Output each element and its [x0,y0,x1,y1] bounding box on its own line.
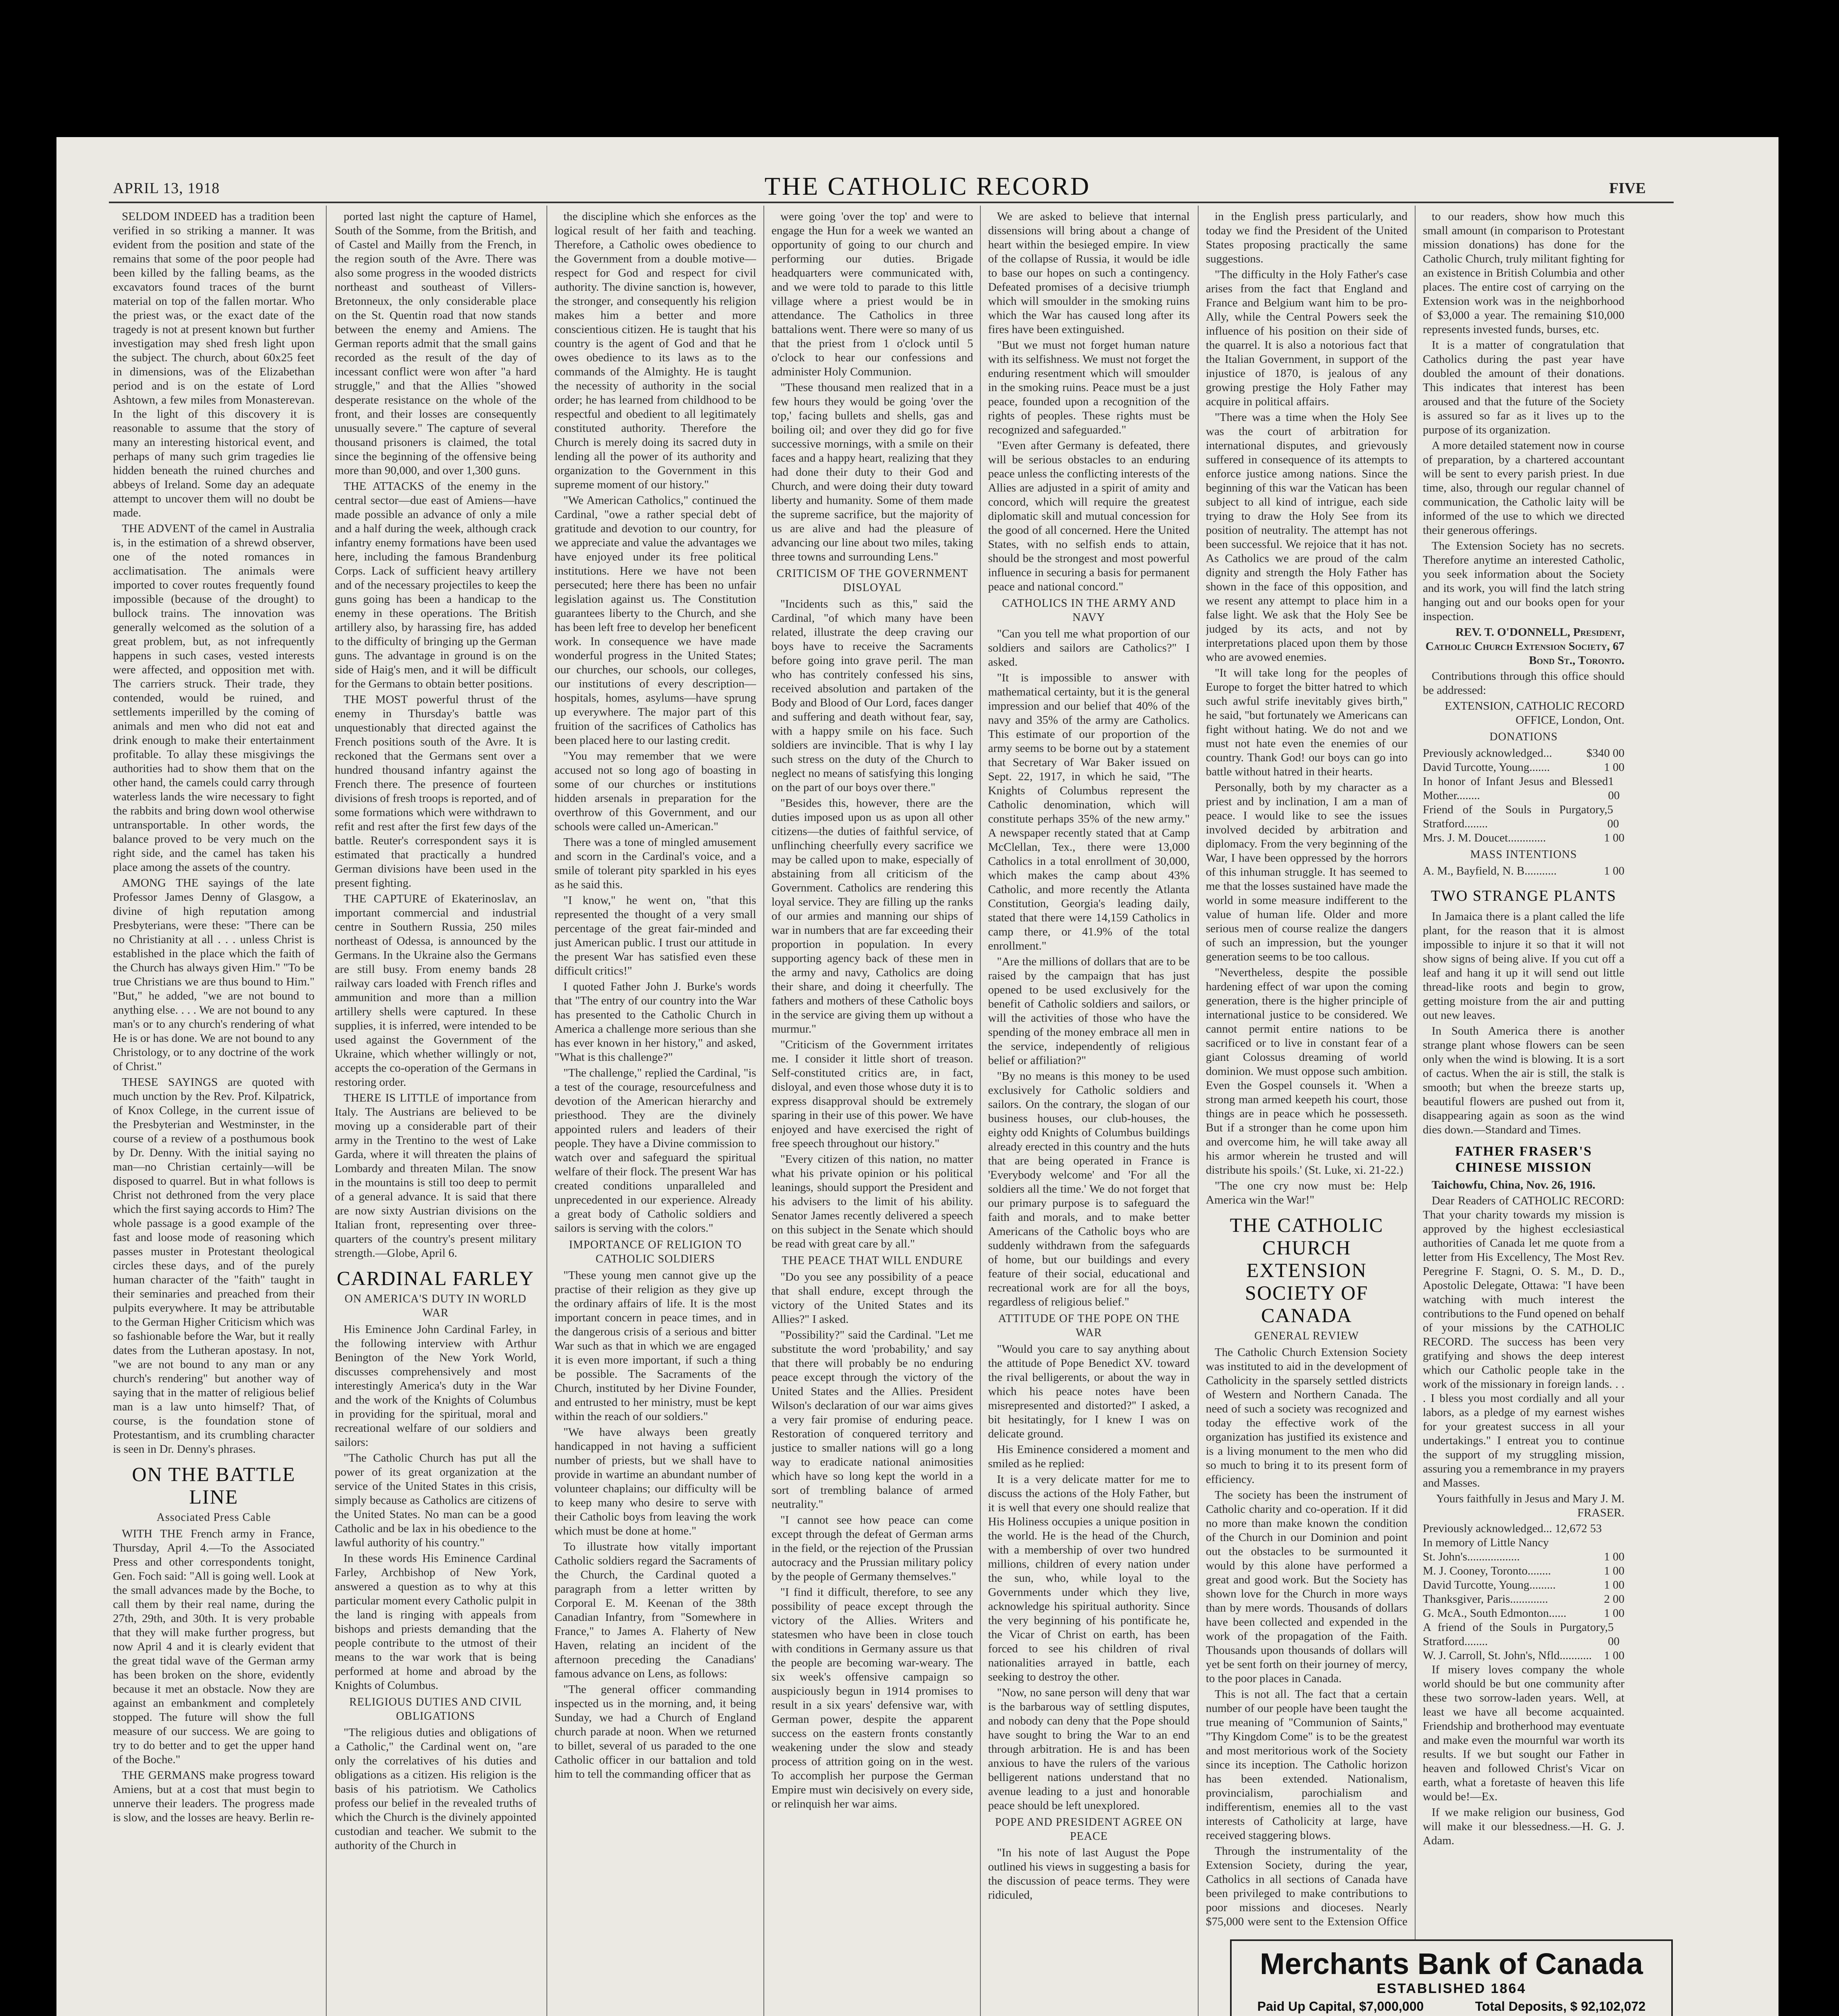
donation-row: Previously acknowledged... 12,672 53 [1423,1522,1602,1535]
donation-row: A. M., Bayfield, N. B........... 1 00 [1423,864,1624,877]
article-paragraph: were going 'over the top' and were to engage the Hun for a week we wanted an opportunity of going to our church and performing our duties. Brigade headquarters were communicated with, and we were told to parade to this little village where a priest would be in attendance. The Catholics in three battalions went. There were so many of us that the priest from 1 o'clock until 5 o'clock to hear our confessions and administer Holy Communion. [771,210,973,378]
article-paragraph: "The difficulty in the Holy Father's case arises from the fact that England and France and Belgium want him to be pro-Ally, while the Central Powers seek the influence of his position on their side of the quarrel. It is also a notorious fact that the Italian Government, in support of the injustice of 1870, is jealous of any growing prestige the Holy Father may acquire in political affairs. [1206,268,1407,408]
article-paragraph: THE GERMANS make progress toward Amiens, but at a cost that must begin to unnerve their leaders. The progress made is slow, and the losses are heavy. Berlin re- [113,1769,315,1824]
article-paragraph: in the English press particularly, and today we find the President of the United States proposing practically the same suggestions. [1206,210,1407,265]
article-paragraph: "It will take long for the peoples of Europe to forget the bitter hatred to which such awful strife inevitably gives birth," he said, "but fortunately we Americans can fight without hating. We do not and we must not hate even the enemies of our country. Thank God! our boys can go into battle without hatred in their hearts. [1206,666,1407,778]
article-paragraph: It is a very delicate matter for me to discuss the actions of the Holy Father, but it is well that every one should realize that His Holiness occupies a unique position in the world. He is the head of the Church, with a membership of over two hundred millions, children of every nation under the sun, who, while loyal to the Governments under which they live, acknowledge his spiritual authority. Since the very beginning of his pontificate he, the Vicar of Christ on earth, has been forced to see his children of rival nationalities arrayed in battle, each seeking to destroy the other. [988,1473,1190,1683]
article-paragraph: "Can you tell me what proportion of our soldiers and sailors are Catholics?" I asked. [988,627,1190,669]
article-paragraph: We are asked to believe that internal dissensions will bring about a change of heart within the besieged empire. In view of the collapse of Russia, it would be idle to base our hopes on such a contingency. Defeated promises of a decisive triumph which will smoulder in the smoking ruins which the War has caused long after its fires have been extinguished. [988,210,1190,336]
donation-row: St. John's.................. 1 00 [1423,1550,1624,1563]
article-paragraph: In Jamaica there is a plant called the life plant, for the reason that it is almost impossible to injure it so that it will not show signs of being alive. If you cut off a leaf and hang it up it will send out little thread-like roots and begin to grow, getting moisture from the air and putting out new leaves. [1423,910,1624,1022]
article-paragraph: A more detailed statement now in course of preparation, by a chartered accountant will be sent to every parish priest. In due time, also, through our regular channel of communication, the Catholic laity will be informed of the use to which we directed their generous offerings. [1423,439,1624,537]
donation-row: In memory of Little Nancy [1423,1536,1549,1549]
article-subhead: Associated Press Cable [156,1511,271,1524]
article-paragraph: "You may remember that we were accused not so long ago of boasting in some of our churches or institutions hidden arsenals in preparation for the overthrow of this Government, and our schools were called un-American." [555,750,756,833]
article-subhead: ON AMERICA'S DUTY IN WORLD WAR [344,1293,527,1319]
column-rule [1198,206,1199,2016]
donation-row: In honor of Infant Jesus and Blessed Mother........ 1 00 [1423,775,1620,802]
article-paragraph: SELDOM INDEED has a tradition been verified in so striking a manner. It was evident from the position and state of the remains that some of the poor people had been killed by the falling beams, as the excavators found traces of the burnt material on top of the fallen mortar. Who the priest was, or the exact date of the tragedy is not at present known but further investigation may shed fresh light upon the subject. The church, about 60x25 feet in dimensions, was of the Elizabethan period and is on the estate of Lord Ashtown, a few miles from Monasterevan. In the light of this discovery it is reasonable to assume that the story of many an interesting historical event, and perhaps of many such grim tragedies lie hidden beneath the ruined churches and abbeys of Ireland. Some day an adequate attempt to uncover them will no doubt be made. [113,210,315,519]
article-paragraph: AMONG THE sayings of the late Professor James Denny of Glasgow, a divine of high reputation among Presbyterians, were these: "There can be no Christianity at all . . . unless Christ is established in the place which the faith of the Church has always given Him." "To be true Christians we are thus bound to Him." "But," he added, "we are not bound to anything else. . . . We are not bound to any man's or to any church's rendering of what He is or has done. We are not bound to any Christology, or to any doctrine of the work of Christ." [113,877,315,1073]
article-paragraph: WITH THE French army in France, Thursday, April 4.—To the Associated Press and other correspondents tonight, Gen. Foch said: "All is going well. Look at the small advances made by the Boche, to call them by their real name, during the 27th, 29th, and 30th. It is very probable that they will make further progress, but now April 4 and it is clearly evident that the great tidal wave of the German army has been broken on the shore, evidently because it met an obstacle. Now they are against an embankment and completely stopped. The future will show the full measure of our success. We are going to try to do better and to get the upper hand of the Boche." [113,1527,315,1766]
article-headline: TWO STRANGE PLANTS [1430,887,1617,904]
article-paragraph: "Do you see any possibility of a peace that shall endure, except through the victory of the United States and its Allies?" I asked. [771,1270,973,1326]
article-paragraph: "The religious duties and obligations of a Catholic," the Cardinal went on, "are only the correlatives of his duties and obligations as a citizen. His religion is the basis of his patriotism. We Catholics profess our belief in the revealed truths of which the Church is the divinely appointed custodian and teacher. We submit to the authority of the Church in [335,1726,536,1852]
article-paragraph: THESE SAYINGS are quoted with much unction by the Rev. Prof. Kilpatrick, of Knox College, in the current issue of the Presbyterian and Westminster, in the course of a review of a posthumous book by Dr. Denny. With the initial saying no man—no Christian certainly—will be disposed to quarrel. But in what follows is Christ not dethroned from the very place which the first saying accords to Him? The whole passage is a good example of the fast and loose mode of reasoning which passes muster in Protestant theological circles these days, and of the purely human character of the "faith" taught in their seminaries and preached from their pulpits everywhere. It may be attributable to the German Higher Criticism which was so fashionable before the War, but it really dates from the Lutheran apostasy. In not, "we are not bound to any man or any church's rendering" but another way of saying that in the matter of religious belief man is a law unto himself? That, of course, is the foundation stone of Protestantism, and its crumbling character is seen in Dr. Denny's phrases. [113,1076,315,1456]
column-7 [1423,210,1624,1927]
donation-row: David Turcotte, Young....... 1 00 [1423,761,1624,774]
column-2 [335,210,536,2016]
column-1 [113,210,315,2016]
column-6 [1206,210,1407,1927]
donation-row: David Turcotte, Young......... 1 00 [1423,1579,1624,1591]
section-subhead: POPE AND PRESIDENT AGREE ON PEACE [995,1816,1183,1843]
article-paragraph: THE MOST powerful thrust of the enemy in Thursday's battle was unquestionably that directed against the French positions south of the Avre. It is reckoned that the Germans sent over a hundred thousand infantry against the French there. The presence of fourteen divisions of fresh troops is reported, and of some formations which were withdrawn to refit and rest after the first few days of the battle. Reuter's correspondent says it is estimated that practically a hundred German divisions have been used in the present fighting. [335,693,536,889]
masthead-title: THE CATHOLIC RECORD [764,172,1091,200]
section-subhead: IMPORTANCE OF RELIGION TO CATHOLIC SOLDIERS [569,1239,742,1265]
article-paragraph: His Eminence considered a moment and smiled as he replied: [988,1443,1190,1470]
article-paragraph: Contributions through this office should be addressed: [1423,670,1624,697]
article-headline: ON THE BATTLE LINE [132,1463,296,1508]
established-line: ESTABLISHED 1864 [1376,1981,1526,1996]
donation-row: W. J. Carroll, St. John's, Nfld........... 1 00 [1423,1649,1624,1662]
article-paragraph: "Nevertheless, despite the possible hardening effect of war upon the coming generation, there is the higher principle of international justice to be considered. We cannot permit entire nations to be sacrificed or to live in constant fear of a giant Colossus dreaming of world dominion. We must oppose such ambition. Even the Gospel counsels it. 'When a strong man armed keepeth his court, those things are in peace which he possesseth. But if a stronger than he come upon him and overcome him, he will take away all his armor wherein he trusted and will distribute his spoils.' (St. Luke, xi. 21-22.) [1206,966,1407,1177]
article-paragraph: "Are the millions of dollars that are to be raised by the campaign that has just opened to be used exclusively for the benefit of Catholic soldiers and sailors, or will the activities of those who have the spending of the money embrace all men in the service, independently of religious belief or affiliation?" [988,955,1190,1067]
article-paragraph: "We have always been greatly handicapped in not having a sufficient number of priests, but we shall have to provide in wartime an abundant number of volunteer chaplains; our difficulty will be to keep many who desire to serve with their Catholic boys from leaving the work which must be done at home." [555,1426,756,1537]
article-paragraph: "Would you care to say anything about the attitude of Pope Benedict XV. toward the rival belligerents, or about the way in which his peace notes have been misrepresented and distorted?" I asked, a bit hesitatingly, for I knew I was on delicate ground. [988,1343,1190,1440]
article-paragraph: the discipline which she enforces as the logical result of her faith and teaching. Therefore, a Catholic owes obedience to the Government from a double motive—respect for God and respect for civil authority. The divine sanction is, however, the stronger, and consequently his religion makes him a better and more conscientious citizen. He is taught that his country is the agent of God and that he owes obedience to its laws as to the commands of the Almighty. He is taught the necessity of authority in the social order; he has learned from childhood to be respectful and obedient to all legitimately constituted authority. Therefore the Church is merely doing its sacred duty in lending all the power of its authority and organization to the Government in this supreme moment of our history." [555,210,756,491]
article-paragraph: "Criticism of the Government irritates me. I consider it little short of treason. Self-constituted critics are, in fact, disloyal, and even those whose duty it is to express disapproval should be extremely sparing in their use of this power. We have enjoyed and have exercised the right of free speech throughout our history." [771,1038,973,1150]
article-paragraph: THERE IS LITTLE of importance from Italy. The Austrians are believed to be moving up a considerable part of their army in the Trentino to the west of Lake Garda, where it will threaten the plains of Lombardy and threaten Milan. The snow in the mountains is still too deep to permit of a general advance. It is said that there are now sixty Austrian divisions on the Italian front, representing over three-quarters of the country's present military strength.—Globe, April 6. [335,1091,536,1260]
article-headline: THE CATHOLIC CHURCH EXTENSION SOCIETY OF CANADA [1230,1214,1384,1327]
article-paragraph: "Even after Germany is defeated, there will be serious obstacles to an enduring peace unless the conflicting interests of the Allies are adjusted in a spirit of amity and concord, which will require the greatest diplomatic skill and mutual concession for the good of all concerned. Here the United States, with no selfish ends to attain, should be the strongest and most powerful influence in securing a basis for permanent peace and national concord." [988,439,1190,593]
article-paragraph: The Extension Society has no secrets. Therefore anytime an interested Catholic, you seek information about the Society and its work, you will find the latch string hanging out and our books open for your inspection. [1423,539,1624,623]
address: EXTENSION, CATHOLIC RECORD OFFICE, London, Ont. [1445,700,1624,727]
article-paragraph: "I cannot see how peace can come except through the defeat of German arms in the field, or the rejection of the Prussian autocracy and the Prussian military policy by the people of Germany themselves." [771,1514,973,1583]
article-paragraph: The society has been the instrument of Catholic charity and co-operation. If it did no more than make known the condition of the Church in our Dominion and point out the obstacles to be surmounted it would by this alone have performed a great and good work. But the Society has shown love for the Church in more ways than by mere words. Thousands of dollars have been collected and expended in the work of the propagation of the Faith. Thousands upon thousands of dollars will yet be sent forth on their journey of mercy, to the poor places in Canada. [1206,1489,1407,1685]
article-headline: CARDINAL FARLEY [337,1267,534,1289]
article-paragraph: If misery loves company the whole world should be but one community after these two sorrow-laden years. Well, at least we have all become acquainted. Friendship and brotherhood may eventuate and make even the mournful war worth its results. If we but sought our Father in heaven and followed Christ's Vicar on earth, what a foretaste of heaven this life would be!—Ex. [1423,1663,1624,1803]
column-rule [763,206,764,2016]
bank-name: Merchants Bank of Canada [1260,1947,1643,1981]
donation-row: Friend of the Souls in Purgatory, Stratford........ 5 00 [1423,803,1619,830]
article-paragraph: "The challenge," replied the Cardinal, "is a test of the courage, resourcefulness and devotion of the American hierarchy and priesthood. They are the divinely appointed rulers and leaders of their people. They have a Divine commission to watch over and safeguard the spiritual welfare of their flock. The present War has created conditions unparalleled and unprecedented in our experience. Already a great body of Catholic soldiers and sailors is serving with the colors." [555,1066,756,1235]
donation-row: A friend of the Souls in Purgatory, Stratford........ 5 00 [1423,1621,1620,1648]
article-paragraph: Through the instrumentality of the Extension Society, during the year, Catholics in all sections of Canada have been privileged to make contributions to poor missions and dioceses. Nearly $75,000 were sent to the Extension Office [1206,1845,1407,1927]
article-paragraph: "Besides this, however, there are the duties imposed upon us as upon all other citizens—the duties of faithful service, of unflinching cheerfully every sacrifice we may be called upon to make, especially of abstaining from all criticism of the Government. Catholics are rendering this loyal service. They are filling up the ranks of our armies and manning our ships of war in numbers that are far exceeding their proportion in population. In every supporting agency back of these men in the army and navy, Catholics are doing their share, and doing it cheerfully. The fathers and mothers of these Catholic boys in the service are giving them up without a murmur." [771,797,973,1035]
article-paragraph: Personally, both by my character as a priest and by inclination, I am a man of peace. I would like to see the issues involved decided by arbitration and diplomacy. From the very beginning of the War, I have been oppressed by the horrors of this inhuman struggle. It has seemed to me that the losses sustained have made the world in some measure indifferent to the value of human life. Older and more serious men of course realize the dangers of such an impression, but the younger generation seems to be too callous. [1206,781,1407,963]
donations-heading: DONATIONS [1489,731,1558,743]
article-paragraph: In South America there is another strange plant whose flowers can be seen only when the wind is blowing. It is a sort of cactus. When the air is still, the stalk is smooth; but when the breeze starts up, beautiful flowers are pushed out from it, disappearing again as soon as the wind dies down.—Standard and Times. [1423,1025,1624,1136]
signature: REV. T. O'DONNELL, President, Catholic Church Extension Society, 67 Bond St., Toronto. [1425,626,1624,667]
article-paragraph: This is not all. The fact that a certain number of our people have been taught the true meaning of "Communion of Saints," "Thy Kingdom Come" is to be the greatest and most meritorious work of the Society since its inception. The Catholic horizon has been extended. Nationalism, provincialism, parochialism and indifferentism, enemies all to the vast interests of Catholicity at large, have received staggering blows. [1206,1688,1407,1842]
article-paragraph: "Every citizen of this nation, no matter what his private opinion or his political leanings, should support the President and his advisers to the limit of his ability. Senator James recently delivered a speech on this subject in the Senate which should be read with great care by all." [771,1153,973,1250]
article-paragraph: THE ATTACKS of the enemy in the central sector—due east of Amiens—have made possible an advance of only a mile and a half during the week, although crack infantry enemy formations have been used here, including the famous Brandenburg Corps. Lack of sufficient heavy artillery and of the necessary projectiles to keep the guns going has been a handicap to the enemy in these operations. The British artillery also, by harassing fire, has added to the difficulty of bringing up the German guns. The advantage in ground is on the side of Haig's men, and it will be difficult for the Germans to obtain better positions. [335,480,536,690]
section-subhead: CRITICISM OF THE GOVERNMENT DISLOYAL [776,567,968,594]
article-paragraph: "By no means is this money to be used exclusively for Catholic soldiers and sailors. On the contrary, the slogan of our business houses, our club-houses, the eighty odd Knights of Columbus buildings already erected in this country and the huts that are being operated in France is 'Everybody welcome' and 'For all the soldiers all the time.' We do not forget that our primary purpose is to safeguard the faith and morals, and to make better Americans of the Catholic boys who are suddenly withdrawn from the safeguards of home, but our buildings and every feature of their social, educational and recreational work are for all the boys, regardless of religious belief." [988,1070,1190,1308]
article-paragraph: "There was a time when the Holy See was the court of arbitration for international disputes, and grievously suffered in consequence of its attempts to enforce justice among nations. Since the beginning of this war the Vatican has been subject to all kind of intrigue, each side trying to draw the Holy See from its position of neutrality. The attempt has not been successful. We rejoice that it has not. As Catholics we are proud of the calm dignity and strength the Holy Father has shown in the face of this opposition, and we resent any attempt to place him in a false light. We ask that the Holy See be judged by its acts, and not by interpretations placed upon them by those who are avowed enemies. [1206,411,1407,664]
article-paragraph: The Catholic Church Extension Society was instituted to aid in the development of Catholicity in the sparsely settled districts of Western and Northern Canada. The need of such a society was recognized and today the effective work of the organization has justified its existence and is a living monument to the men who did so much to bring it to its present form of efficiency. [1206,1346,1407,1486]
column-rule [980,206,981,2016]
column-rule [1415,206,1416,2016]
header-rule [109,202,1674,203]
article-paragraph: It is a matter of congratulation that Catholics during the past year have doubled the amount of their donations. This indicates that interest has been aroused and that the future of the Society is assured so far as it lives up to the purpose of its organization. [1423,339,1624,436]
section-subhead: CATHOLICS IN THE ARMY AND NAVY [1002,597,1176,624]
section-subhead: RELIGIOUS DUTIES AND CIVIL OBLIGATIONS [349,1696,522,1722]
column-rule [326,206,327,2016]
issue-date: APRIL 13, 1918 [113,180,220,197]
article-paragraph: ported last night the capture of Hamel, South of the Somme, from the British, and of Castel and Mailly from the French, in the region south of the Avre. There was also some progress in the wooded districts northeast and southeast of Villers-Bretonneux, the only considerable place on the St. Quentin road that now stands between the enemy and Amiens. The German reports admit that the small gains recorded as the result of the day of incessant conflict were won after "a hard struggle," and that the Allies "showed desperate resistance on the whole of the front, and their losses are consequently unusually severe." The capture of several thousand prisoners is claimed, the total since the beginning of the offensive being more than 90,000, and over 1,300 guns. [335,210,536,477]
mass-intentions-heading: MASS INTENTIONS [1470,848,1577,861]
article-paragraph: to our readers, show how much this small amount (in comparison to Protestant mission donations) has done for the Catholic Church, truly militant fighting for an existence in British Columbia and other places. The entire cost of carrying on the Extension work was in the neighborhood of $3,000 a year. The remaining $10,000 represents invested funds, burses, etc. [1423,210,1624,336]
article-paragraph: THE CAPTURE of Ekaterinoslav, an important commercial and industrial centre in Southern Russia, 250 miles northeast of Odessa, is announced by the Germans. In the Ukraine also the Germans are still busy. From enemy bands 28 railway cars loaded with French rifles and ammunition and more than a million artillery shells were captured. In these supplies, it is inferred, were intended to be used against the Government of the Ukraine, which whether willingly or not, accepts the co-operation of the Germans in restoring order. [335,892,536,1089]
donation-row: Previously acknowledged... $340 00 [1423,747,1624,760]
column-5 [988,210,1190,2016]
column-3 [555,210,756,2016]
article-paragraph: "I know," he went on, "that this represented the thought of a very small percentage of the great fair-minded and just American public. I trust our attitude in the present War has satisfied even these difficult critics!" [555,894,756,977]
article-paragraph: To illustrate how vitally important Catholic soldiers regard the Sacraments of the Church, the Cardinal quoted a paragraph from a letter written by Corporal E. M. Keenan of the 38th Canadian Infantry, from "Somewhere in France," to James A. Flaherty of New Haven, relating an incident of the afternoon preceding the Canadians' famous advance on Lens, as follows: [555,1540,756,1680]
article-subhead: GENERAL REVIEW [1254,1330,1359,1342]
donation-row: Mrs. J. M. Doucet............. 1 00 [1423,831,1624,844]
article-paragraph: "The one cry now must be: Help America win the War!" [1206,1179,1407,1206]
article-paragraph: "It is impossible to answer with mathematical certainty, but it is the general impression and our belief that 40% of the navy and 35% of the army are Catholics. This estimate of our proportion of the army seems to be borne out by a statement that Secretary of War Baker issued on Sept. 22, 1917, in which he said, "The Knights of Columbus represent the Catholic denomination, which will constitute perhaps 35% of the new army." A newspaper recently stated that at Camp McClellan, Tex., there were 13,000 Catholics in a total enrollment of 30,000, which makes the camp about 43% Catholic, and more recently the Atlanta Constitution, Georgia's leading daily, stated that there were 14,159 Catholics in camp there, or 41.9% of the total enrollment." [988,671,1190,952]
page-number: FIVE [1609,180,1646,197]
bank-advertisement [1230,1939,1673,2016]
article-paragraph: "I find it difficult, therefore, to see any possibility of peace except through the victory of the Allies. Writers and statesmen who have been in close touch with conditions in Germany assure us that the people are becoming war-weary. The six week's offensive campaign so auspiciously begun in 1914 promises to result in a six years' defensive war, with German power, despite the apparent success on the eastern fronts constantly weakening under the slow and steady process of attrition going on in the west. To accomplish her purpose the German Empire must win decisively on every side, or relinquish her war aims. [771,1586,973,1810]
article-paragraph: "The Catholic Church has put all the power of its great organization at the service of the United States in this crisis, simply because as Catholics are citizens of the United States. No man can be a good Catholic and be lax in his obedience to the lawful authority of his country." [335,1452,536,1549]
article-paragraph: "But we must not forget human nature with its selfishness. We must not forget the enduring resentment which will smoulder in the smoking ruins. Peace must be a just peace, founded upon a recognition of the rights of peoples. These rights must be recognized and safeguarded." [988,339,1190,436]
column-4 [771,210,973,2016]
capital-row: Paid Up Capital, $7,000,000 Total Deposits, $ 92,102,072 [1257,1999,1646,2014]
article-paragraph: "Now, no sane person will deny that war is the barbarous way of settling disputes, and nobody can deny that the Pope should have sought to bring the War to an end through arbitration. He is and has been anxious to have the rulers of the various belligerent nations understand that no avenue leading to a just and honorable peace should be left unexplored. [988,1686,1190,1812]
article-paragraph: His Eminence John Cardinal Farley, in the following interview with Arthur Benington of the New York World, discusses comprehensively and most interestingly America's duty in the War and the work of the Knights of Columbus in providing for the spiritual, moral and recreational welfare of our soldiers and sailors: [335,1323,536,1449]
signature: Yours faithfully in Jesus and Mary J. M. FRASER. [1436,1492,1624,1519]
article-paragraph: "Possibility?" said the Cardinal. "Let me substitute the word 'probability,' and say that there will probably be no enduring peace except through the victory of the United States and the Allies. President Wilson's declaration of our war aims gives a very fair promise of enduring peace. Restoration of conquered territory and justice to smaller nations will go a long way to eradicate national animosities which have so long kept the world in a sort of trembling balance of armed neutrality." [771,1329,973,1511]
column-rule [546,206,547,2016]
donation-row: Thanksgiver, Paris............. 2 00 [1423,1593,1624,1606]
donation-row: G. McA., South Edmonton...... 1 00 [1423,1607,1624,1620]
article-paragraph: "The general officer commanding inspected us in the morning, and, it being Sunday, we had a Church of England church parade at noon. When we returned to billet, several of us paraded to the one Catholic officer in our battalion and told him to tell the commanding officer that as [555,1683,756,1781]
donation-row: M. J. Cooney, Toronto........ 1 00 [1423,1564,1624,1577]
article-paragraph: "These young men cannot give up the practise of their religion as they give up the ordinary affairs of life. It is the most important concern in peace times, and in the dangerous crisis of a serious and bitter War such as that in which we are engaged it is even more important, if such a thing be possible. The Sacraments of the Church, instituted by her Divine Founder, and entrusted to her ministry, must be kept within the reach of our soldiers." [555,1269,756,1423]
article-paragraph: "Incidents such as this," said the Cardinal, "of which many have been related, illustrate the deep craving our boys have to receive the Sacraments before going into grave peril. The man who has contritely confessed his sins, received absolution and partaken of the Body and Blood of Our Lord, faces danger and suffering and death without fear, say, with a happy smile on his face. Such soldiers are invincible. That is why I lay such stress on the duty of the Church to neglect no means of satisfying this longing on the part of our boys over there." [771,598,973,794]
dateline: Taichowfu, China, Nov. 26, 1916. [1432,1179,1595,1191]
article-paragraph: In these words His Eminence Cardinal Farley, Archbishop of New York, answered a question as to why at this particular moment every Catholic pulpit in the land is ringing with appeals from bishops and priests demanding that the people contribute to the utmost of their means to the war work that is being performed at home and abroad by the Knights of Columbus. [335,1552,536,1692]
article-headline: FATHER FRASER'S CHINESE MISSION [1455,1144,1592,1175]
article-paragraph: "We American Catholics," continued the Cardinal, "owe a rather special debt of gratitude and devotion to our country, for we appreciate and value the advantages we have enjoyed under its free political institutions. Here we have not been persecuted; here there has been no unfair legislation against us. The Constitution guarantees liberty to the Church, and she has been left free to develop her beneficent work. In consequence we have made wonderful progress in the United States; our churches, our schools, our colleges, our institutions of every description—hospitals, homes, asylums—have sprung up everywhere. The major part of this fruition of the sacrifices of Catholics has been placed here to our lasting credit. [555,494,756,747]
article-paragraph: THE ADVENT of the camel in Australia is, in the estimation of a shrewd observer, one of the noted romances in acclimatisation. The animals were imported to cover routes frequently found impossible (because of the drought) to bullock trains. The innovation was generally welcomed as the solution of a great problem, but, as not infrequently happens in such cases, vested interests were affected, and opposition met with. The carriers struck. Their trade, they contended, would be ruined, and settlements imperilled by the coming of animals and men who did not eat and drink enough to make their entertainment profitable. To allay these misgivings the authorities had to show them that on the other hand, the camels could carry through waterless lands the wire necessary to fight the rabbits and bring down wool otherwise untransportable. In other words, the balance proved to be very much on the right side, and the camel has taken his place among the assets of the country. [113,522,315,874]
article-paragraph: I quoted Father John J. Burke's words that "The entry of our country into the War has presented to the Catholic Church in America a challenge more serious than she has ever known in her history," and asked, "What is this challenge?" [555,980,756,1064]
section-subhead: ATTITUDE OF THE POPE ON THE WAR [998,1312,1180,1339]
article-paragraph: If we make religion our business, God will make it our blessedness.—H. G. J. Adam. [1423,1806,1624,1847]
article-paragraph: Dear Readers of CATHOLIC RECORD: That your charity towards my mission is approved by the highest ecclesiastical authorities of Canada let me quote from a letter from His Excellency, The Most Rev. Peregrine F. Stagni, O. S. M., D. D., Apostolic Delegate, Ottawa: "I have been watching with much interest the contributions to the Fund opened on behalf of your missions by the CATHOLIC RECORD. The success has been very gratifying and shows the deep interest which our Catholic people take in the work of the missionary in foreign lands. . . . I bless you most cordially and all your labors, as a pledge of my earnest wishes for your greatest success in all your undertakings." I entreat you to continue the support of my struggling mission, assuring you a remembrance in my prayers and Masses. [1423,1194,1624,1489]
section-subhead: THE PEACE THAT WILL ENDURE [782,1254,963,1267]
article-paragraph: There was a tone of mingled amusement and scorn in the Cardinal's voice, and a smile of tolerant pity sparkled in his eyes as he said this. [555,836,756,891]
article-paragraph: "These thousand men realized that in a few hours they would be going 'over the top,' facing bullets and shells, gas and boiling oil; and over they did go for five successive mornings, with a smile on their faces and a happy heart, realizing that they had done their duty to their God and Church, and were doing their duty toward liberty and humanity. Some of them made the supreme sacrifice, but the majority of us are alive and had the pleasure of advancing our line about two miles, taking three towns and surrounding Lens." [771,381,973,563]
article-paragraph: "In his note of last August the Pope outlined his views in suggesting a basis for the discussion of peace terms. They were ridiculed, [988,1846,1190,1901]
